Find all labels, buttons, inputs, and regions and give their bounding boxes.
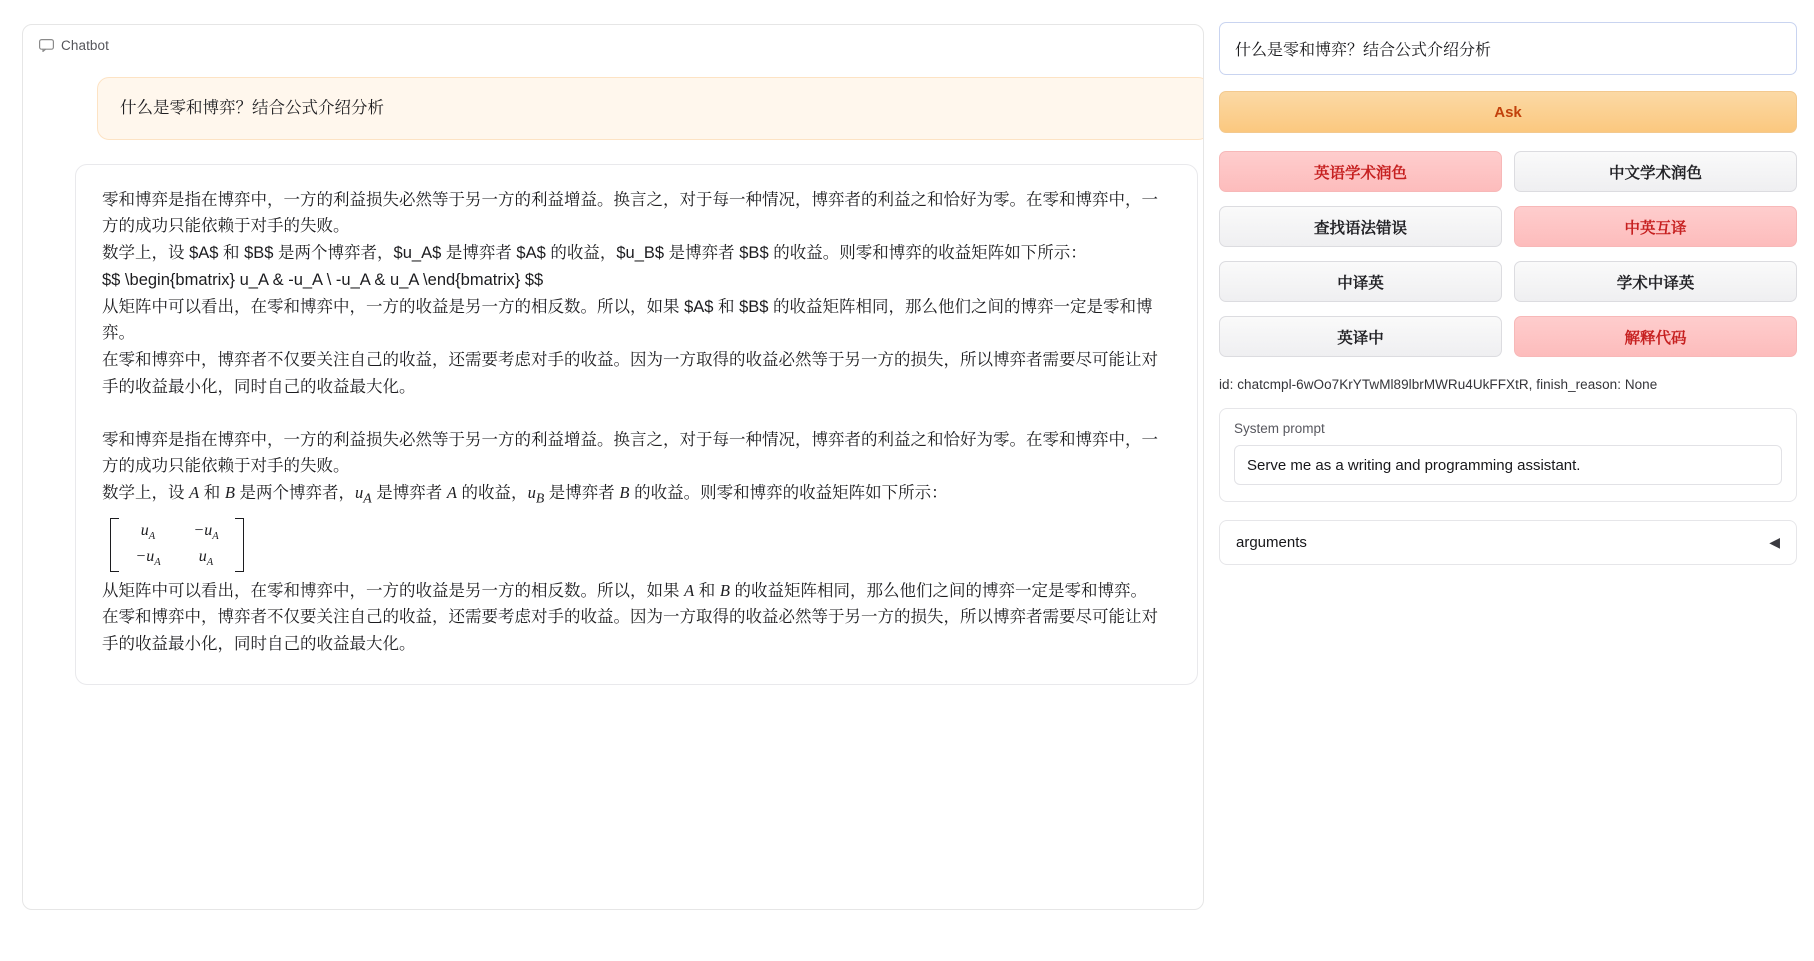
matrix-bracket-left [110,518,119,572]
bot-rendered-paragraph-1: 零和博弈是指在博弈中，一方的利益损失必然等于另一方的利益增益。换言之，对于每一种情况，博弈者的利益之和恰好为零。在零和博弈中，一方的成功只能依赖于对手的失败。 [102,430,1158,476]
text-frag: 是两个博弈者， [234,483,356,502]
matrix-cell-r2c1 [135,544,160,571]
text-frag: 从矩阵中可以看出，在零和博弈中，一方的收益是另一方的相反数。所以，如果 [102,581,685,600]
matrix-cells [119,519,235,571]
matrix-cell-text: −u [193,521,213,539]
bot-rendered-paragraph-2 [102,480,1171,510]
text-frag: 是博弈者 [371,483,447,502]
response-meta: id: chatcmpl-6wOo7KrYTwMl89lbrMWRu4UkFFXtR, finish_reason: None [1219,377,1658,392]
chat-message-list [23,59,1203,685]
matrix-cell-sub: A [154,557,161,569]
matrix-cell-sub: A [212,531,219,543]
prompt-input[interactable] [1219,22,1797,75]
fn-button-cn-en-translate[interactable]: 中英互译 [1514,206,1797,247]
math-var-B3: B [719,580,730,600]
bot-raw-paragraph-4: 从矩阵中可以看出，在零和博弈中，一方的收益是另一方的相反数。所以，如果 $A$ 和 $B$ 的收益矩阵相同，那么他们之间的博弈一定是零和博弈。 [102,297,1153,343]
ask-button[interactable]: Ask [1219,91,1797,133]
user-message-bubble [97,77,1204,140]
matrix-cell-sub: A [148,531,156,543]
fn-button-academic-cn-to-en[interactable]: 学术中译英 [1514,261,1797,302]
bot-raw-math-line: $$ \begin{bmatrix} u_A & -u_A \ -u_A & u_A \end{bmatrix} $$ [102,270,544,289]
bot-raw-paragraph-2: 数学上，设 $A$ 和 $B$ 是两个博弈者，$u_A$ 是博弈者 $A$ 的收益，$u_B$ 是博弈者 $B$ 的收益。则零和博弈的收益矩阵如下所示： [102,244,1087,263]
bot-message-bubble [75,164,1198,685]
fn-button-explain-code[interactable]: 解释代码 [1514,316,1797,357]
text-frag: 和 [694,581,720,600]
math-var-B: B [224,482,235,502]
math-var-B2: B [619,482,630,502]
matrix-bracket-right [235,518,244,572]
text-frag: 的收益。则零和博弈的收益矩阵如下所示： [629,483,948,502]
bot-raw-paragraph-1: 零和博弈是指在博弈中，一方的利益损失必然等于另一方的利益增益。换言之，对于每一种情况，博弈者的利益之和恰好为零。在零和博弈中，一方的成功只能依赖于对手的失败。 [102,190,1158,236]
payoff-matrix [110,516,1171,574]
chatbot-label: Chatbot [61,38,109,53]
text-frag: 的收益矩阵相同，那么他们之间的博弈一定是零和博弈。 [729,581,1148,600]
matrix-cell-r1c1 [141,518,155,545]
math-sub-A: A [363,490,372,506]
arguments-accordion[interactable] [1219,520,1797,565]
matrix-cell-r2c2 [199,544,213,571]
system-prompt-card [1219,408,1797,502]
system-prompt-input[interactable] [1234,445,1782,485]
matrix-cell-r1c2 [193,518,218,545]
math-u2: u [527,482,536,502]
text-frag: 数学上，设 [102,483,190,502]
fn-button-find-grammar-errors[interactable]: 查找语法错误 [1219,206,1502,247]
chat-bubble-icon [39,39,54,52]
arguments-label: arguments [1236,534,1307,551]
math-var-A2: A [446,482,457,502]
matrix-cell-sub: A [206,557,214,569]
math-var-uA [355,482,372,506]
fn-button-chinese-polish[interactable]: 中文学术润色 [1514,151,1797,192]
math-var-A: A [189,482,200,502]
system-prompt-label: System prompt [1234,421,1325,436]
user-message-text: 什么是零和博弈？结合公式介绍分析 [120,99,384,117]
fn-button-english-polish[interactable]: 英语学术润色 [1219,151,1502,192]
math-sub-B: B [535,490,545,506]
bot-rendered-paragraph-4 [102,578,1171,605]
text-frag: 是博弈者 [544,483,620,502]
text-frag: 的收益， [456,483,528,502]
math-var-A3: A [684,580,695,600]
chevron-left-icon[interactable]: ◀ [1769,534,1780,550]
matrix-cell-text: u [140,521,149,539]
matrix-cell-text: −u [135,547,155,565]
matrix-cell-text: u [198,547,207,565]
function-button-grid [1219,151,1797,357]
chatbot-panel [22,24,1204,910]
fn-button-en-to-cn[interactable]: 英译中 [1219,316,1502,357]
spacer [102,401,1171,427]
fn-button-cn-to-en[interactable]: 中译英 [1219,261,1502,302]
text-frag: 和 [199,483,225,502]
chatbot-header [23,25,1203,59]
bot-raw-paragraph-5: 在零和博弈中，博弈者不仅要关注自己的收益，还需要考虑对手的收益。因为一方取得的收益必然等于另一方的损失，所以博弈者需要尽可能让对手的收益最小化，同时自己的收益最大化。 [102,351,1158,396]
bot-rendered-paragraph-5: 在零和博弈中，博弈者不仅要关注自己的收益，还需要考虑对手的收益。因为一方取得的收益必然等于另一方的损失，所以博弈者需要尽可能让对手的收益最小化，同时自己的收益最大化。 [102,608,1158,653]
math-u: u [355,482,364,502]
math-var-uB [527,482,545,506]
control-panel [1219,22,1797,565]
